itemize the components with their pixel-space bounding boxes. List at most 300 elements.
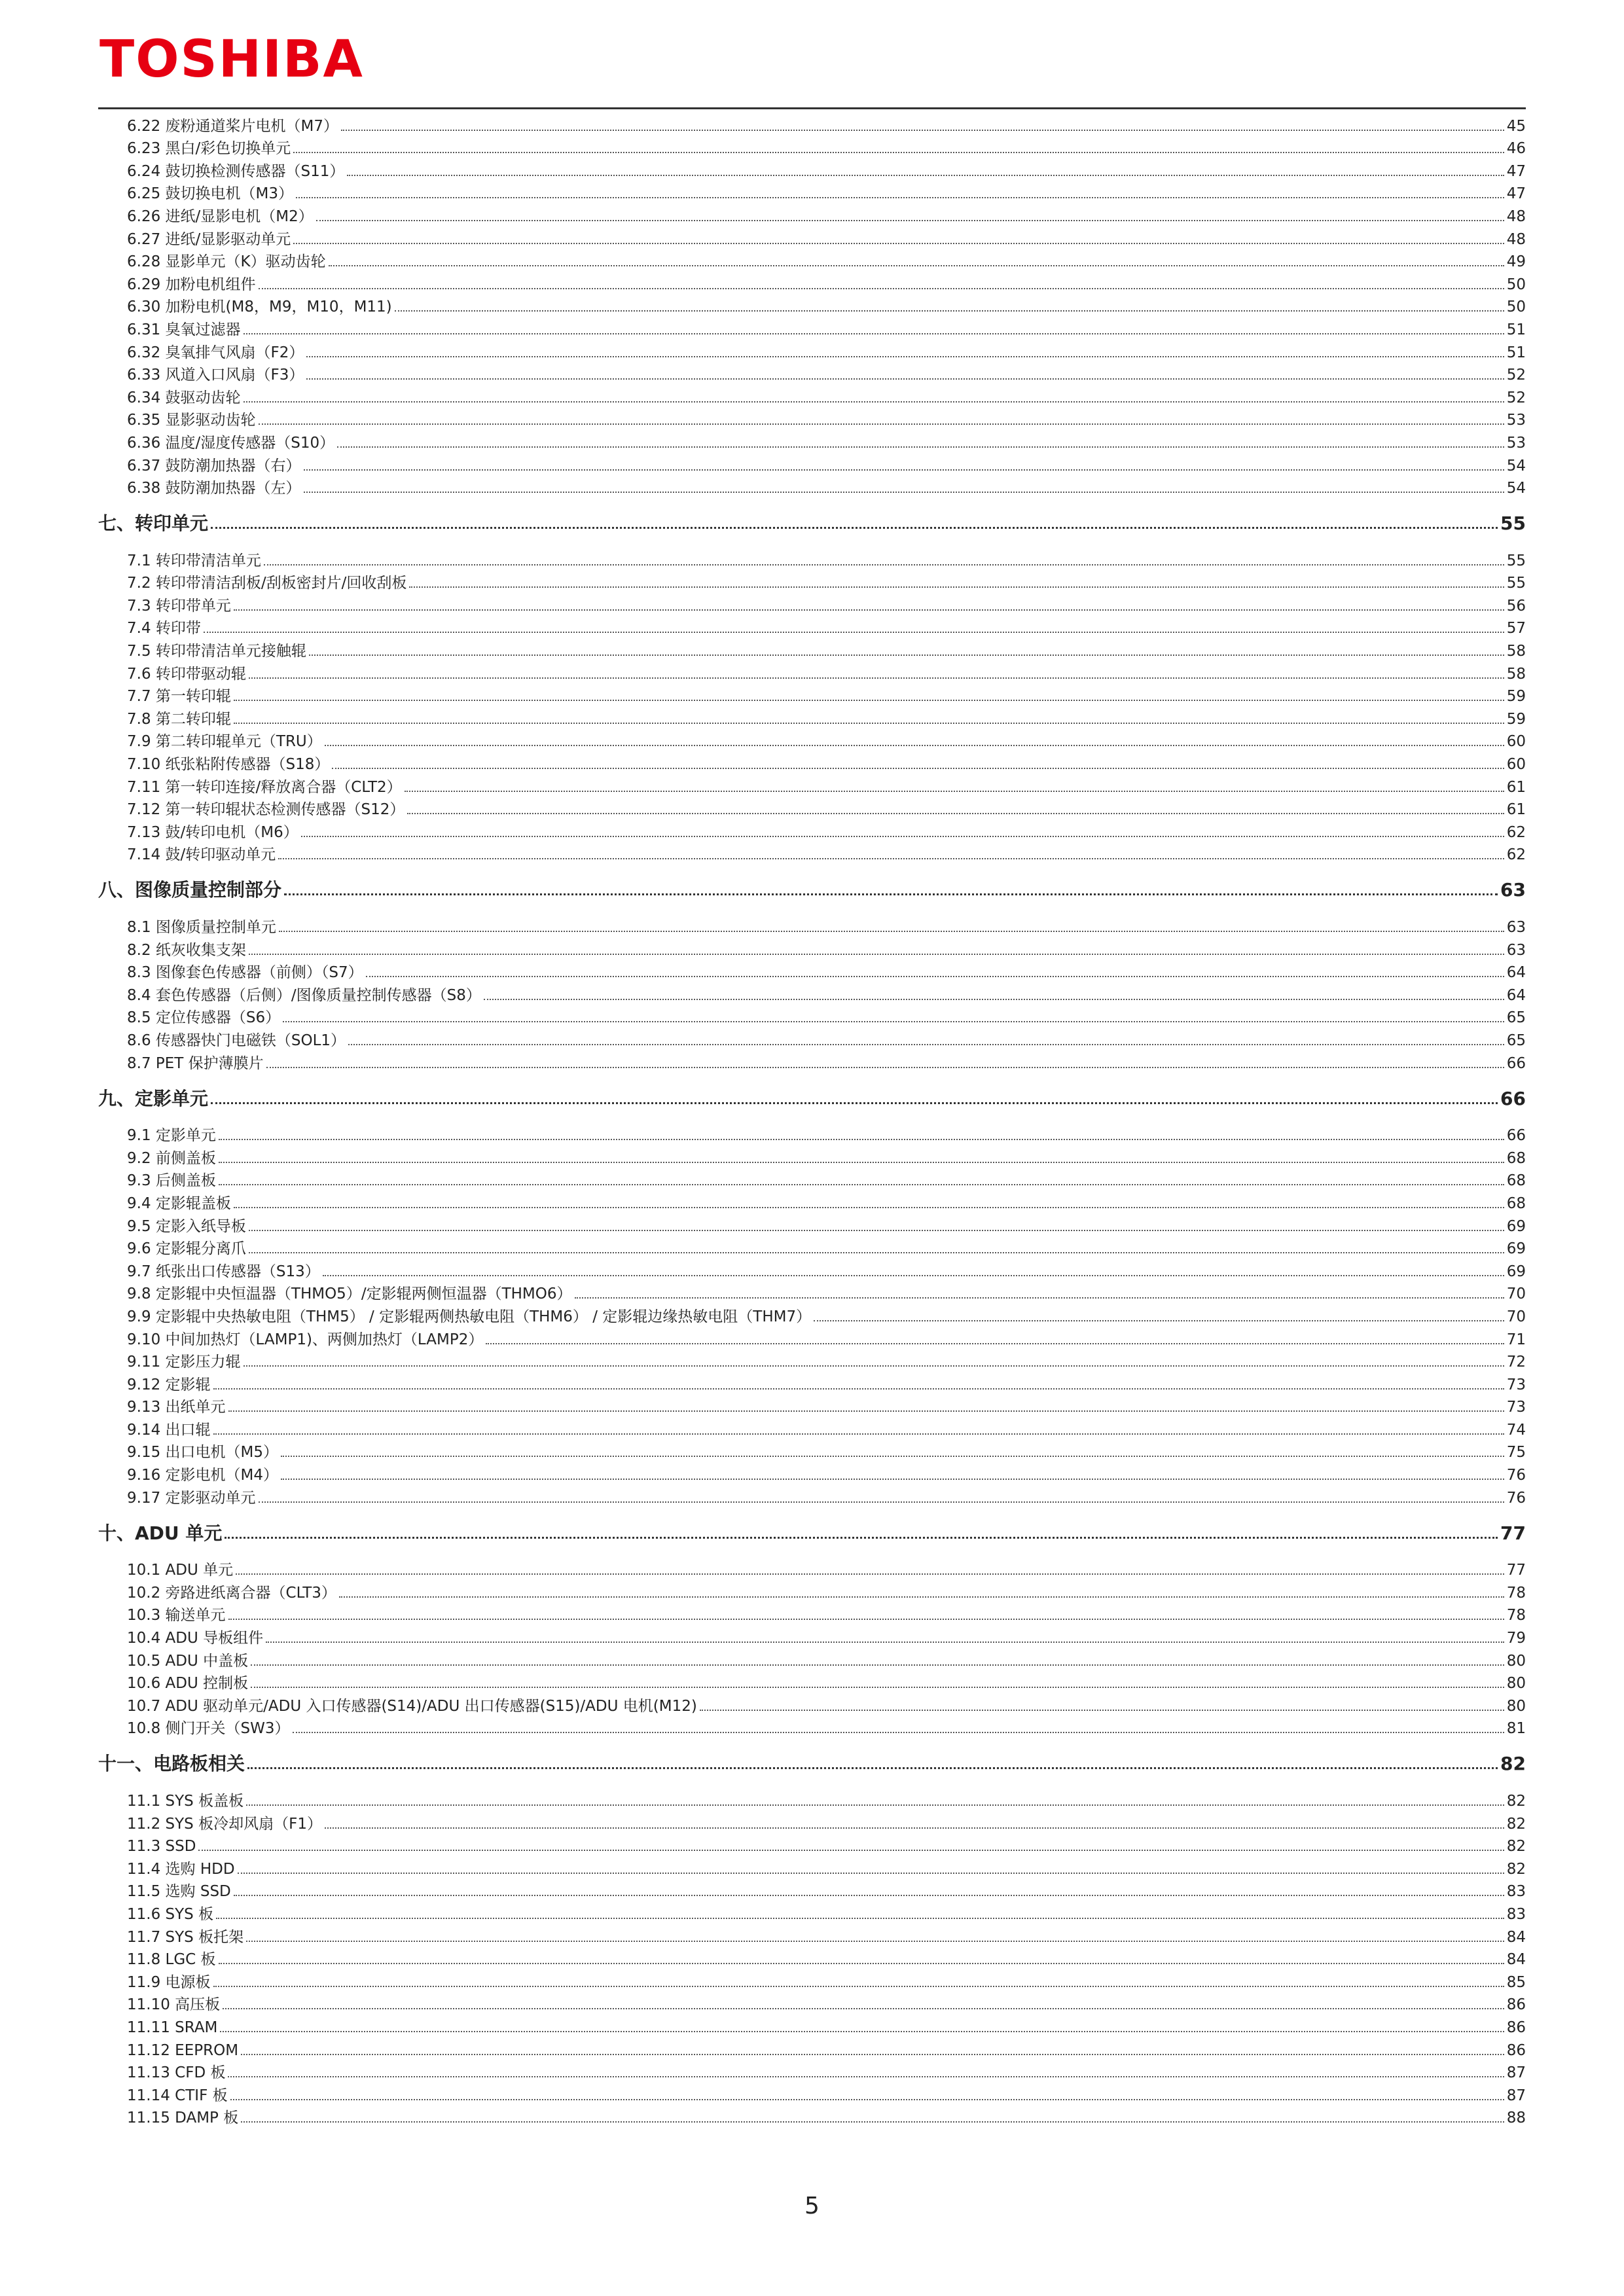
toc-entry-number: 7.14	[127, 846, 161, 864]
toc-entry[interactable]	[98, 912, 1526, 935]
toc-entry[interactable]	[98, 383, 1526, 406]
toc-title-text: 转印带清洁单元	[155, 552, 261, 569]
toc-entry[interactable]	[98, 1922, 1526, 1945]
toc-title-text: 电源板	[165, 1973, 211, 1991]
toc-page-number: 48	[1506, 207, 1526, 225]
toc-entry[interactable]	[98, 1945, 1526, 1968]
toc-entry-number: 8.3	[127, 964, 151, 982]
toc-leader-dots	[213, 1433, 1504, 1435]
toc-entry-title	[127, 300, 392, 315]
toc-page-number: 45	[1506, 117, 1526, 135]
toc-entry[interactable]	[98, 2013, 1526, 2036]
toc-entry-title	[127, 1423, 211, 1438]
toc-title-text: 后侧盖板	[155, 1172, 216, 1190]
toc-entry-title	[127, 576, 406, 591]
toc-title-text: 输送单元	[165, 1607, 226, 1624]
toc-section-heading[interactable]	[98, 1519, 1526, 1543]
toc-page-number: 53	[1506, 412, 1526, 429]
toc-title-text: 定影辊中央热敏电阻（THM5） / 定影辊两侧热敏电阻（THM6） / 定影辊边缘热敏电阻（THM7）	[155, 1308, 812, 1325]
toc-entry-title	[127, 1151, 216, 1166]
toc-title-text: 鼓防潮加热器（右）	[165, 457, 301, 475]
toc-entry-number: 11.7	[127, 1928, 161, 1946]
toc-leader-dots	[249, 954, 1504, 955]
toc-entry[interactable]	[98, 1832, 1526, 1855]
toc-entry-number: 11.9	[127, 1973, 161, 1991]
toc-entry[interactable]	[98, 428, 1526, 451]
toc-entry[interactable]	[98, 1003, 1526, 1026]
toc-entry-number: 6.37	[127, 457, 161, 475]
toc-page-number: 59	[1506, 710, 1526, 728]
toc-section-title	[98, 1524, 222, 1543]
toc-page-number: 88	[1506, 2109, 1526, 2127]
toc-page-number: 83	[1506, 1905, 1526, 1923]
toc-page-number: 50	[1506, 298, 1526, 316]
toc-entry-title	[127, 780, 402, 795]
toc-title-text: 定位传感器（S6）	[155, 1009, 281, 1027]
toc-entry-title	[127, 1930, 244, 1945]
toc-entry-title	[127, 1355, 241, 1370]
toc-entry-title	[127, 1699, 697, 1714]
toc-title-text: 定影入纸导板	[155, 1217, 246, 1235]
toc-section-heading[interactable]	[98, 509, 1526, 533]
toc-page-number: 76	[1506, 1467, 1526, 1484]
toc-title-text: 套色传感器（后侧）/图像质量控制传感器（S8）	[155, 986, 481, 1004]
toc-title-text: 风道入口风扇（F3）	[165, 367, 304, 384]
toc-title-text: 侧门开关（SW3）	[165, 1720, 290, 1738]
toc-page-number: 58	[1506, 665, 1526, 683]
toc-entry-title	[127, 1128, 216, 1143]
toc-title-text: 定影辊分离爪	[155, 1240, 246, 1258]
toc-entry[interactable]	[98, 817, 1526, 840]
toc-leader-dots	[234, 723, 1504, 724]
toc-entry[interactable]	[98, 1121, 1526, 1144]
toc-entry[interactable]	[98, 134, 1526, 157]
toc-entry[interactable]	[98, 682, 1526, 705]
toc-title-text: ADU 控制板	[165, 1675, 249, 1693]
toc-leader-dots	[219, 1162, 1504, 1163]
toc-entry-title	[127, 232, 291, 247]
toc-leader-dots	[279, 931, 1504, 932]
toc-page-number: 64	[1506, 986, 1526, 1004]
toc-title-text: 第一转印辊	[155, 688, 231, 706]
toc-entry[interactable]	[98, 1211, 1526, 1234]
toc-leader-dots	[348, 1044, 1504, 1045]
toc-page-number: 66	[1506, 1127, 1526, 1145]
toc-entry-number: 6.33	[127, 367, 161, 384]
toc-entry[interactable]	[98, 1967, 1526, 1990]
toc-entry[interactable]	[98, 1415, 1526, 1438]
toc-page-number: 82	[1506, 1860, 1526, 1878]
toc-entry[interactable]	[98, 2104, 1526, 2126]
toc-title-text: 图像质量控制单元	[155, 919, 276, 936]
toc-leader-dots	[293, 1732, 1504, 1733]
toc-entry-title	[127, 164, 344, 179]
toc-leader-dots	[228, 2076, 1504, 2077]
toc-section-heading[interactable]	[98, 876, 1526, 899]
toc-entry-number: 6.30	[127, 298, 161, 316]
toc-entry-title	[127, 1468, 278, 1483]
toc-title-text: 定影辊中央恒温器（THMO5）/定影辊两侧恒温器（THMO6）	[155, 1285, 572, 1303]
toc-leader-dots	[225, 1537, 1498, 1539]
toc-page-number: 82	[1500, 1753, 1526, 1775]
toc-entry-title	[127, 1586, 336, 1601]
toc-page-number: 76	[1506, 1489, 1526, 1507]
toc-entry-title	[127, 734, 322, 749]
toc-title-text: ADU 单元	[165, 1562, 234, 1579]
toc-leader-dots	[306, 378, 1504, 380]
toc-entry-title	[127, 1400, 226, 1415]
toc-page-number: 47	[1506, 185, 1526, 203]
toc-entry-number: 7.7	[127, 688, 151, 706]
toc-entry-title	[127, 689, 231, 704]
toc-entry-number: 7.13	[127, 823, 161, 841]
toc-entry[interactable]	[98, 840, 1526, 863]
toc-page-number: 86	[1506, 2041, 1526, 2059]
toc-entry[interactable]	[98, 935, 1526, 958]
toc-entry-title	[127, 323, 241, 338]
toc-entry[interactable]	[98, 569, 1526, 592]
toc-entry[interactable]	[98, 727, 1526, 750]
toc-entry[interactable]	[98, 1234, 1526, 1257]
toc-entry-title	[127, 712, 231, 727]
toc-entry-number: 11.3	[127, 1838, 161, 1856]
toc-entry[interactable]	[98, 546, 1526, 569]
toc-entry-number: 9.5	[127, 1217, 151, 1235]
toc-title-text: 定影单元	[135, 1087, 209, 1109]
toc-entry[interactable]	[98, 1370, 1526, 1393]
toc-title-text: 中间加热灯（LAMP1)、两侧加热灯（LAMP2）	[165, 1331, 484, 1348]
toc-entry[interactable]	[98, 1348, 1526, 1371]
toc-section-heading[interactable]	[98, 1749, 1526, 1773]
toc-entry-title	[127, 1242, 246, 1257]
toc-entry[interactable]	[98, 1393, 1526, 1416]
toc-leader-dots	[213, 1986, 1504, 1987]
toc-entry[interactable]	[98, 224, 1526, 247]
toc-entry-title	[127, 1563, 233, 1578]
toc-page-number: 50	[1506, 276, 1526, 293]
toc-leader-dots	[236, 1573, 1504, 1575]
toc-page-number: 55	[1506, 575, 1526, 592]
toc-entry-number: 6.26	[127, 207, 161, 225]
toc-page-number: 69	[1506, 1217, 1526, 1235]
toc-entry-title	[127, 554, 261, 569]
toc-title-text: 定影单元	[155, 1127, 216, 1145]
toc-title-text: 第二转印辊	[155, 710, 231, 728]
toc-leader-dots	[293, 152, 1504, 153]
toc-entry[interactable]	[98, 1646, 1526, 1669]
toc-entry-title	[127, 1952, 216, 1967]
toc-title-text: 加粉电机(M8，M9，M10，M11)	[165, 298, 392, 316]
toc-entry[interactable]	[98, 1854, 1526, 1877]
toc-entry-number: 7.3	[127, 597, 151, 615]
toc-title-text: 废粉通道桨片电机（M7）	[165, 117, 339, 135]
toc-section-number: 八、	[98, 879, 135, 901]
toc-entry[interactable]	[98, 1623, 1526, 1646]
toc-entry[interactable]	[98, 1438, 1526, 1461]
toc-page-number: 80	[1506, 1697, 1526, 1715]
toc-entry[interactable]	[98, 1691, 1526, 1714]
toc-entry-title	[127, 1011, 280, 1026]
toc-entry[interactable]	[98, 772, 1526, 795]
toc-title-text: 转印带清洁刮板/刮板密封片/回收刮板	[155, 575, 407, 592]
toc-title-text: 鼓防潮加热器（左）	[165, 480, 301, 497]
toc-leader-dots	[251, 1664, 1504, 1666]
toc-leader-dots	[264, 564, 1504, 565]
toc-title-text: 高压板	[175, 1996, 221, 2014]
toc-title-text: 图像质量控制部分	[135, 879, 282, 901]
toc-entry[interactable]	[98, 749, 1526, 772]
toc-entry[interactable]	[98, 980, 1526, 1003]
toc-entry[interactable]	[98, 1877, 1526, 1900]
toc-title-text: LGC 板	[165, 1951, 216, 1969]
toc-section-heading[interactable]	[98, 1085, 1526, 1108]
toc-section-number: 九、	[98, 1087, 135, 1109]
toc-title-text: 选购 HDD	[165, 1860, 235, 1878]
toc-title-text: SYS 板冷却风扇（F1）	[165, 1815, 322, 1833]
toc-entry-title	[127, 1862, 235, 1877]
toc-title-text: SYS 板托架	[165, 1928, 244, 1946]
toc-leader-dots	[198, 1850, 1504, 1851]
toc-entry-title	[127, 621, 201, 636]
toc-page-number: 51	[1506, 344, 1526, 361]
toc-entry-title	[127, 1287, 572, 1302]
toc-entry-number: 10.8	[127, 1720, 161, 1738]
toc-entry[interactable]	[98, 247, 1526, 270]
toc-entry[interactable]	[98, 1786, 1526, 1809]
toc-entry[interactable]	[98, 1189, 1526, 1211]
toc-entry-title	[127, 1998, 220, 2013]
toc-page-number: 52	[1506, 389, 1526, 406]
toc-leader-dots	[234, 1207, 1504, 1208]
toc-leader-dots	[246, 1804, 1504, 1806]
toc-entry-number: 6.29	[127, 276, 161, 293]
toc-entry-title	[127, 1310, 811, 1325]
toc-leader-dots	[213, 1388, 1504, 1390]
toc-entry-number: 7.9	[127, 733, 151, 751]
toc-section-title	[98, 1087, 209, 1109]
toc-section-number: 七、	[98, 512, 135, 535]
toc-title-text: 转印单元	[135, 512, 209, 535]
toc-page-number: 80	[1506, 1652, 1526, 1670]
toc-entry[interactable]	[98, 795, 1526, 818]
toc-entry[interactable]	[98, 338, 1526, 361]
toc-page-number: 82	[1506, 1793, 1526, 1810]
toc-entry-number: 9.6	[127, 1240, 151, 1258]
header-rule	[98, 107, 1526, 109]
toc-page-number: 86	[1506, 2018, 1526, 2036]
toc-entry-title	[127, 1445, 278, 1460]
toc-entry[interactable]	[98, 636, 1526, 659]
toc-entry-title	[127, 1721, 290, 1736]
toc-entry[interactable]	[98, 659, 1526, 682]
toc-title-text: PET 保护薄膜片	[155, 1054, 264, 1072]
toc-entry-number: 11.10	[127, 1996, 170, 2014]
toc-page-number: 68	[1506, 1149, 1526, 1167]
toc-entry[interactable]	[98, 958, 1526, 981]
toc-entry[interactable]	[98, 1899, 1526, 1922]
toc-page-number: 62	[1506, 823, 1526, 841]
toc-page-number: 53	[1506, 434, 1526, 452]
toc-title-text: 出纸单元	[165, 1399, 226, 1416]
toc-title-text: ADU 驱动单元/ADU 入口传感器(S14)/ADU 出口传感器(S15)/ADU 电机(M12)	[165, 1697, 697, 1715]
toc-entry-number: 11.13	[127, 2064, 170, 2082]
toc-entry-number: 9.15	[127, 1444, 161, 1462]
toc-leader-dots	[244, 401, 1504, 403]
toc-entry[interactable]	[98, 1049, 1526, 1071]
toc-title-text: 旁路进纸离合器（CLT3）	[165, 1584, 336, 1602]
toc-entry-title	[127, 187, 293, 202]
toc-entry-number: 9.4	[127, 1194, 151, 1212]
toc-entry[interactable]	[98, 1556, 1526, 1579]
toc-entry[interactable]	[98, 591, 1526, 614]
toc-leader-dots	[281, 1479, 1504, 1480]
toc-entry-number: 10.6	[127, 1675, 161, 1693]
toc-title-text: 臭氧排气风扇（F2）	[165, 344, 304, 361]
toc-entry[interactable]	[98, 1809, 1526, 1832]
toc-page-number: 74	[1506, 1421, 1526, 1439]
toc-page-number: 86	[1506, 1996, 1526, 2014]
toc-entry[interactable]	[98, 1990, 1526, 2013]
toc-entry-title	[127, 141, 291, 156]
toc-entry[interactable]	[98, 1166, 1526, 1189]
toc-leader-dots	[259, 1501, 1504, 1503]
toc-title-text: 显影单元（K）驱动齿轮	[165, 253, 326, 271]
toc-leader-dots	[409, 586, 1504, 588]
toc-entry[interactable]	[98, 315, 1526, 338]
toc-page-number: 77	[1506, 1562, 1526, 1579]
toc-page-number: 78	[1506, 1607, 1526, 1624]
toc-page-number: 62	[1506, 846, 1526, 864]
toc-title-text: SSD	[165, 1838, 196, 1856]
toc-page-number: 85	[1506, 1973, 1526, 1991]
toc-leader-dots	[575, 1297, 1504, 1299]
toc-leader-dots	[234, 1895, 1504, 1896]
toc-entry-number: 9.12	[127, 1376, 161, 1393]
toc-title-text: 定影辊盖板	[155, 1194, 231, 1212]
toc-leader-dots	[234, 609, 1504, 611]
toc-entry-title	[127, 1265, 320, 1280]
toc-title-text: 传感器快门电磁铁（SOL1）	[155, 1031, 346, 1049]
toc-leader-dots	[234, 700, 1504, 701]
toc-leader-dots	[329, 265, 1504, 266]
toc-section-title	[98, 514, 208, 533]
toc-page-number: 54	[1506, 480, 1526, 497]
toc-entry[interactable]	[98, 1669, 1526, 1692]
toc-entry[interactable]	[98, 614, 1526, 637]
toc-entry[interactable]	[98, 2058, 1526, 2081]
toc-entry-title	[127, 2020, 217, 2036]
toc-entry-number: 7.8	[127, 710, 151, 728]
toc-entry-number: 6.25	[127, 185, 161, 203]
toc-entry-number: 10.5	[127, 1652, 161, 1670]
toc-leader-dots	[219, 1184, 1504, 1185]
toc-leader-dots	[325, 745, 1504, 746]
toc-page-number: 75	[1506, 1444, 1526, 1462]
toc-leader-dots	[246, 1941, 1504, 1942]
toc-entry[interactable]	[98, 704, 1526, 727]
toc-page-number: 65	[1506, 1009, 1526, 1027]
toc-entry[interactable]	[98, 1460, 1526, 1483]
toc-entry-title	[127, 848, 276, 863]
toc-entry[interactable]	[98, 1280, 1526, 1302]
toc-leader-dots	[339, 1596, 1504, 1598]
toc-leader-dots	[347, 175, 1504, 176]
toc-page-number: 56	[1506, 597, 1526, 615]
toc-leader-dots	[219, 1139, 1504, 1140]
toc-entry[interactable]	[98, 270, 1526, 293]
toc-page-number: 61	[1506, 801, 1526, 819]
toc-entry-title	[127, 1491, 256, 1506]
toc-leader-dots	[284, 893, 1498, 895]
toc-entry-title	[127, 988, 481, 1003]
toc-entry-number: 11.2	[127, 1815, 161, 1833]
toc-entry[interactable]	[98, 1143, 1526, 1166]
toc-title-text: 转印带	[155, 620, 201, 637]
toc-entry-number: 11.8	[127, 1951, 161, 1969]
toc-entry-title	[127, 481, 301, 496]
toc-entry[interactable]	[98, 1257, 1526, 1280]
toc-leader-dots	[309, 655, 1504, 656]
toc-entry[interactable]	[98, 179, 1526, 202]
toc-entry[interactable]	[98, 1026, 1526, 1049]
toc-entry-title	[127, 1654, 248, 1669]
toc-entry[interactable]	[98, 1714, 1526, 1737]
toc-leader-dots	[266, 1067, 1504, 1068]
toc-entry-number: 6.36	[127, 434, 161, 452]
toc-entry[interactable]	[98, 361, 1526, 384]
toc-title-text: 鼓/转印电机（M6）	[165, 823, 298, 841]
toshiba-logo: TOSHIBA	[99, 30, 364, 89]
toc-entry[interactable]	[98, 1601, 1526, 1624]
toc-entry[interactable]	[98, 202, 1526, 224]
toc-entry-title	[127, 1219, 246, 1234]
toc-entry-title	[127, 391, 241, 406]
toc-entry-number: 11.1	[127, 1793, 161, 1810]
toc-title-text: CTIF 板	[175, 2087, 228, 2104]
toc-entry-number: 8.4	[127, 986, 151, 1004]
toc-entry[interactable]	[98, 1325, 1526, 1348]
toc-leader-dots	[293, 243, 1504, 244]
toc-entry[interactable]	[98, 451, 1526, 474]
toc-entry[interactable]	[98, 1483, 1526, 1506]
toc-page-number: 51	[1506, 321, 1526, 338]
toc-entry[interactable]	[98, 111, 1526, 134]
toc-entry[interactable]	[98, 293, 1526, 315]
toc-entry-title	[127, 209, 314, 224]
toc-title-text: 进纸/显影电机（M2）	[165, 207, 314, 225]
toc-entry[interactable]	[98, 2081, 1526, 2104]
toc-leader-dots	[337, 446, 1504, 448]
toc-entry[interactable]	[98, 1302, 1526, 1325]
toc-entry-title	[127, 1676, 248, 1691]
toc-leader-dots	[259, 423, 1504, 425]
toc-leader-dots	[814, 1320, 1504, 1321]
toc-entry[interactable]	[98, 406, 1526, 429]
toc-page-number: 57	[1506, 620, 1526, 637]
toc-entry-number: 7.1	[127, 552, 151, 569]
toc-entry[interactable]	[98, 474, 1526, 497]
toc-entry-number: 7.6	[127, 665, 151, 683]
page-number: 5	[804, 2193, 820, 2219]
toc-entry-number: 6.32	[127, 344, 161, 361]
toc-entry[interactable]	[98, 2036, 1526, 2058]
toc-entry-number: 10.4	[127, 1630, 161, 1647]
toc-page-number: 72	[1506, 1354, 1526, 1371]
toc-entry[interactable]	[98, 1578, 1526, 1601]
toc-entry[interactable]	[98, 156, 1526, 179]
toc-title-text: 转印带驱动辊	[155, 665, 246, 683]
toc-page-number: 52	[1506, 367, 1526, 384]
